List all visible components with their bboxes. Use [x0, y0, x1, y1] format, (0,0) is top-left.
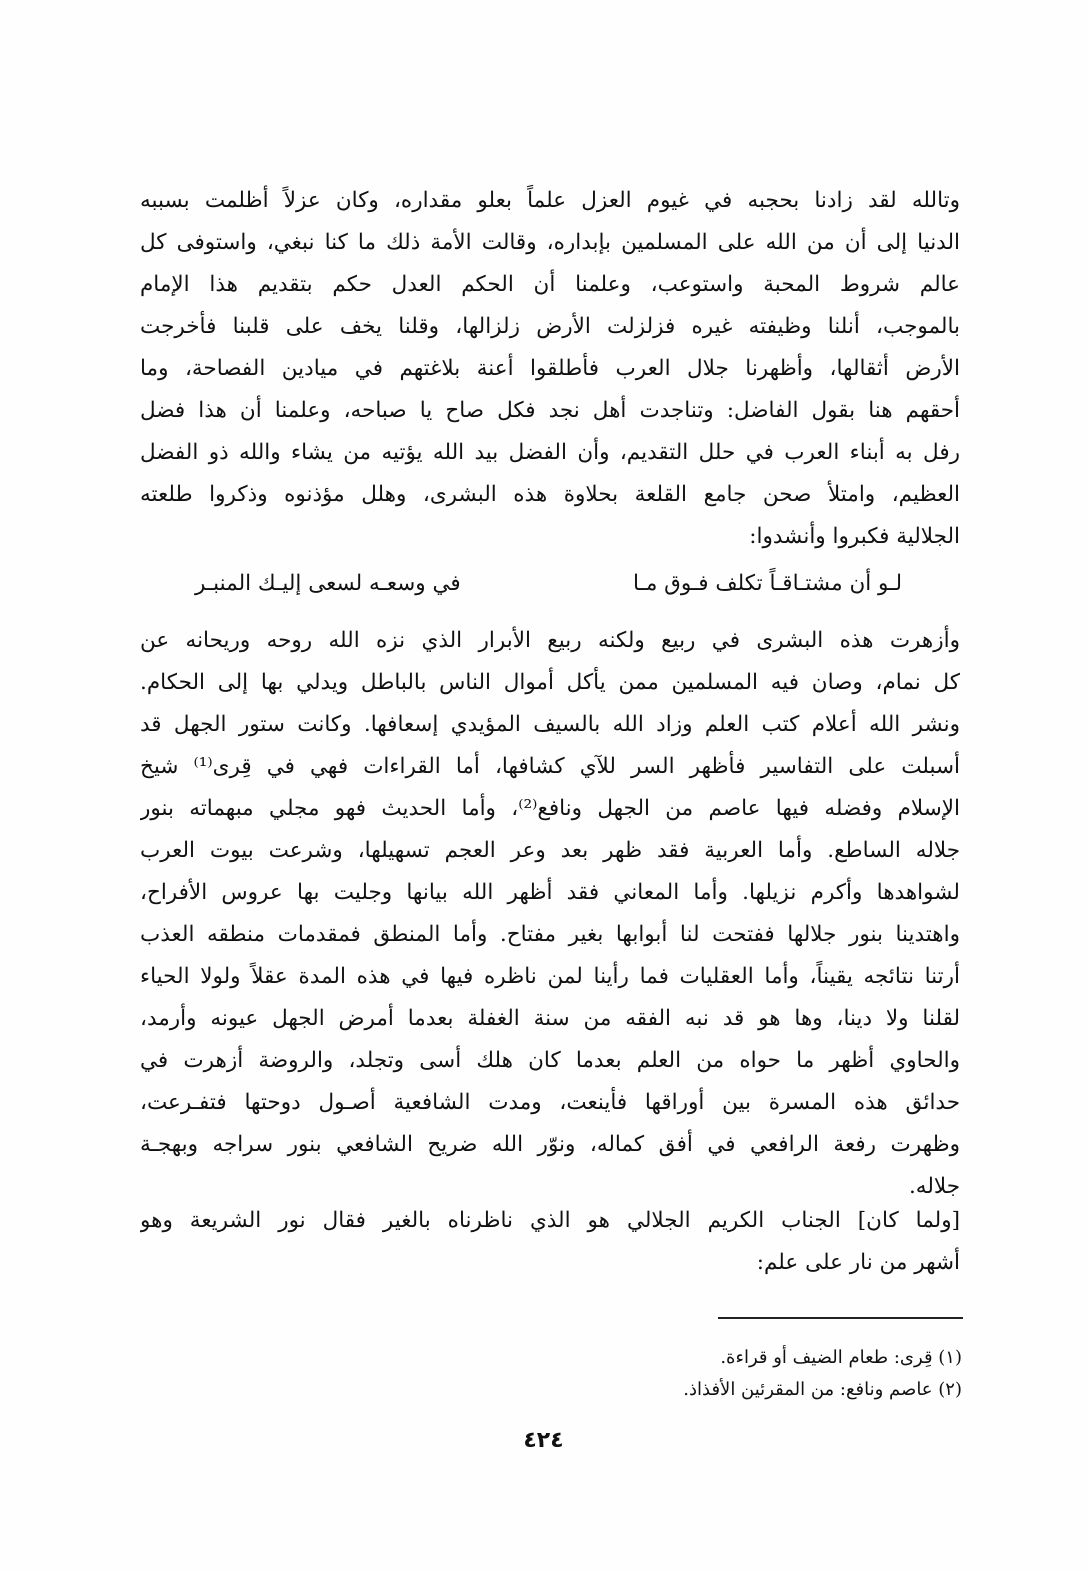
text-line: الإسلام وفضله فيها عاصم من الجهل ونافع⁽²⁾، وأما الحديث فهو مجلي مبهماته بنور [140, 796, 960, 821]
verse-left-hemistich: في وسعـه لسعى إليـك المنبـر [195, 571, 461, 596]
footnote-1: (١) قِرى: طعام الضيف أو قراءة. [720, 1347, 962, 1368]
text-line: وتالله لقد زادنا بحجبه في غيوم العزل علماً بعلو مقداره، وكان عزلاً أظلمت بسببه [140, 188, 960, 213]
text-line: العظيم، وامتلأ صحن جامع القلعة بحلاوة هذه البشرى، وهلل مؤذنوه وذكروا طلعته [140, 482, 960, 507]
text-line: وظهرت رفعة الرافعي في أفق كماله، ونوّر الله ضريح الشافعي بنور سراجه وبهجـة [140, 1132, 960, 1157]
text-line: رفل به أبناء العرب في حلل التقديم، وأن الفضل بيد الله يؤتيه من يشاء والله ذو الفضل [140, 440, 960, 465]
footnote-separator [718, 1317, 963, 1319]
text-line: [ولما كان] الجناب الكريم الجلالي هو الذي ناظرناه بالغير فقال نور الشريعة وهو [140, 1208, 960, 1233]
text-line: الأرض أثقالها، وأظهرنا جلال العرب فأطلقوا أعنة بلاغتهم في ميادين الفصاحة، وما [140, 356, 960, 381]
text-line: الدنيا إلى أن من الله على المسلمين بإبداره، وقالت الأمة ذلك ما كنا نبغي، واستوفى كل [140, 230, 960, 255]
text-line: الجلالية فكبروا وأنشدوا: [749, 524, 960, 549]
text-line: أسبلت على التفاسير فأظهر السر للآي كشافها، أما القراءات فهي في قِرى⁽¹⁾ شيخ [140, 754, 960, 779]
text-line: جلاله الساطع. وأما العربية فقد ظهر بعد وعر العجم تسهيلها، وشرعت بيوت العرب [140, 838, 960, 863]
text-line: بالموجب، أنلنا وظيفته غيره فزلزلت الأرض زلزالها، وقلنا يخف على قلبنا فأخرجت [140, 314, 960, 339]
text-line: أرتنا نتائجه يقيناً، وأما العقليات فما رأينا لمن ناظره فيها في هذه المدة عقلاً ولولا الحياء [140, 964, 960, 989]
verse-right-hemistich: لـو أن مشتـاقـاً تكلف فـوق مـا [632, 571, 902, 596]
text-line: جلاله. [908, 1174, 960, 1199]
text-line: لقلنا ولا دينا، وها هو قد نبه الفقه من سنة الغفلة بعدما أمرض الجهل عيونه وأرمد، [140, 1006, 960, 1031]
text-line: واهتدينا بنور جلالها ففتحت لنا أبوابها بغير مفتاح. وأما المنطق فمقدمات منطقه العذب [140, 922, 960, 947]
text-line: ونشر الله أعلام كتب العلم وزاد الله بالسيف المؤيدي إسعافها. وكانت ستور الجهل قد [140, 712, 960, 737]
text-line: كل نمام، وصان فيه المسلمين ممن يأكل أموال الناس بالباطل ويدلي بها إلى الحكام. [140, 670, 960, 695]
text-line: أشهر من نار على علم: [756, 1250, 960, 1275]
text-line: لشواهدها وأكرم نزيلها. وأما المعاني فقد أظهر الله بيانها وجليت بها عروس الأفراح، [140, 880, 960, 905]
page-number: ٤٢٤ [523, 1428, 564, 1453]
text-line: والحاوي أظهر ما حواه من العلم بعدما كان هلك أسى وتجلد، والروضة أزهرت في [140, 1048, 960, 1073]
footnote-2: (٢) عاصم ونافع: من المقرئين الأفذاذ. [683, 1379, 962, 1400]
text-line: أحقهم هنا بقول الفاضل: وتناجدت أهل نجد فكل صاح يا صباحه، وعلمنا أن هذا فضل [140, 398, 960, 423]
text-line: حدائق هذه المسرة بين أوراقها فأينعت، ومدت الشافعية أصـول دوحتها فتفـرعت، [140, 1090, 960, 1115]
text-line: عالم شروط المحبة واستوعب، وعلمنا أن الحكم العدل حكم بتقديم هذا الإمام [140, 272, 960, 297]
text-line: وأزهرت هذه البشرى في ربيع ولكنه ربيع الأبرار الذي نزه الله روحه وريحانه عن [140, 628, 960, 653]
